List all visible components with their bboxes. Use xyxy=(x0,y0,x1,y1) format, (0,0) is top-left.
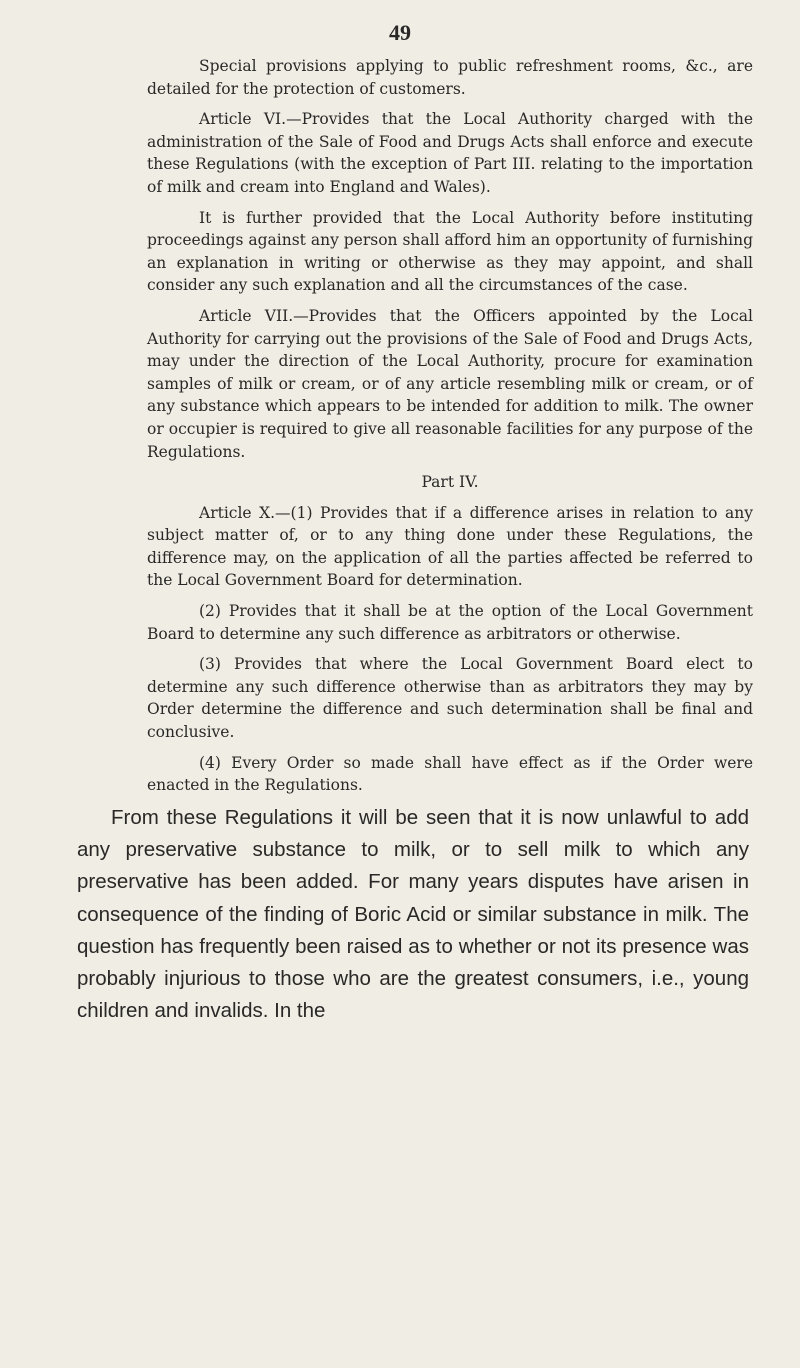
paragraph-article-x-2: (2) Provides that it shall be at the option of the Local Government Board to determine any such difference as arbitrators or otherwise. xyxy=(147,602,753,643)
paragraph-article-x-3: (3) Provides that where the Local Government Board elect to determine any such difference otherwise than as arbitrators they may by Order determine the difference and such determination shall be final and conclusive. xyxy=(147,655,753,742)
paragraph-refreshment-rooms: Special provisions applying to public refreshment rooms, &c., are detailed for the protection of customers. xyxy=(147,57,753,98)
paragraph-article-vii: Article VII.—Provides that the Officers appointed by the Local Authority for carrying out the provisions of the Sale of Food and Drugs Acts, may under the direction of the Local Authority, procure for examination samples of milk or cream, or of any article resembling milk or cream, or of any substance which appears to be intended for addition to milk. The owner or occupier is required to give all reasonable facilities for any purpose of the Regulations. xyxy=(147,306,753,461)
page-number: 49 xyxy=(389,20,411,45)
part-heading: Part IV. xyxy=(421,473,479,492)
paragraph-commentary: From these Regulations it will be seen that it is now unlawful to add any preservative substance to milk, or to sell milk to which any preservative has been added. For many years disputes have arisen in consequence of the finding of Boric Acid or similar substance in milk. The question has frequently been raised as to whether or not its presence was probably injurious to those who are the greatest consumers, i.e., young children and invalids. In the xyxy=(77,806,749,1023)
paragraph-article-vi: Article VI.—Provides that the Local Authority charged with the administration of the Sale of Food and Drugs Acts shall enforce and execute these Regulations (with the exception of Part III. relating to the importation of milk and cream into England and Wales). xyxy=(147,110,753,196)
paragraph-proceedings: It is further provided that the Local Authority before instituting proceedings against any person shall afford him an opportunity of furnishing an explanation in writing or otherwise as they may appoint, and shall consider any such explanation and all the circumstances of the case. xyxy=(147,208,753,295)
commentary-section xyxy=(77,802,749,1027)
regulations-summary xyxy=(147,55,753,805)
paragraph-article-x-1: Article X.—(1) Provides that if a difference arises in relation to any subject matter of, or to any thing done under these Regulations, the difference may, on the application of all the parties affected be referred to the Local Government Board for determination. xyxy=(147,503,753,590)
paragraph-article-x-4: (4) Every Order so made shall have effect as if the Order were enacted in the Regulations. xyxy=(147,753,753,795)
